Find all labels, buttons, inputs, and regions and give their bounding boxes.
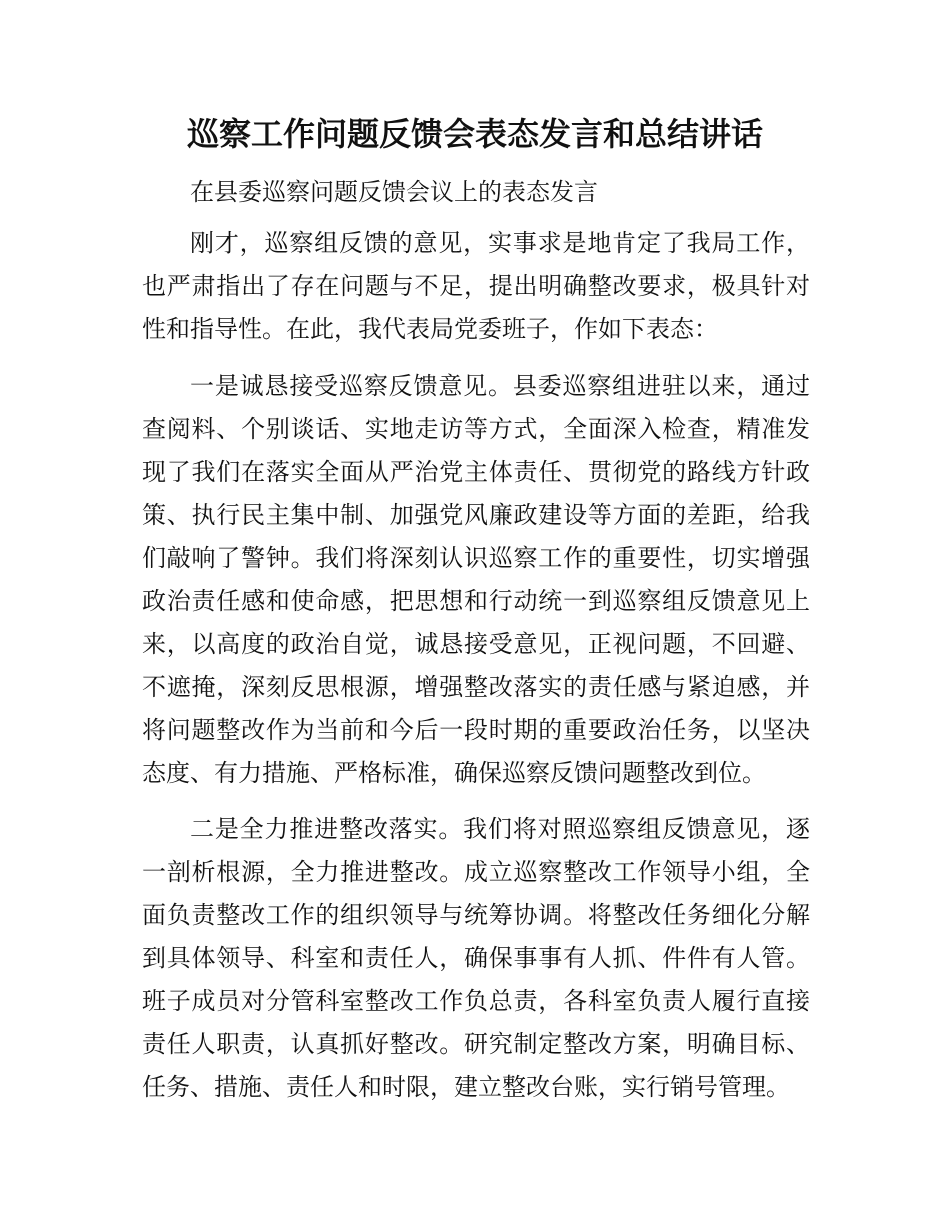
document-title: 巡察工作问题反馈会表态发言和总结讲话 [186,115,763,153]
paragraph-point-two: 二是全力推进整改落实。我们将对照巡察组反馈意见，逐一剖析根源，全力推进整改。成立巡察整改工作领导小组，全面负责整改工作的组织领导与统筹协调。将整改任务细化分解到具体领导、科室和责任人，确保事事有人抓、件件有人管。班子成员对分管科室整改工作负总责，各科室负责人履行直接责任人职责，认真抓好整改。研究制定整改方案，明确目标、任务、措施、责任人和时限，建立整改台账，实行销号管理。 [142,815,810,1101]
document-subtitle: 在县委巡察问题反馈会议上的表态发言 [190,178,598,206]
paragraph-opening: 刚才，巡察组反馈的意见，实事求是地肯定了我局工作，也严肃指出了存在问题与不足，提出明确整改要求，极具针对性和指导性。在此，我代表局党委班子，作如下表态： [142,229,810,343]
paragraph-point-one: 一是诚恳接受巡察反馈意见。县委巡察组进驻以来，通过查阅料、个别谈话、实地走访等方式，全面深入检查，精准发现了我们在落实全面从严治党主体责任、贯彻党的路线方针政策、执行民主集中制、加强党风廉政建设等方面的差距，给我们敲响了警钟。我们将深刻认识巡察工作的重要性，切实增强政治责任感和使命感，把思想和行动统一到巡察组反馈意见上来，以高度的政治自觉，诚恳接受意见，正视问题，不回避、不遮掩，深刻反思根源，增强整改落实的责任感与紧迫感，并将问题整改作为当前和今后一段时期的重要政治任务，以坚决态度、有力措施、严格标准，确保巡察反馈问题整改到位。 [142,372,810,787]
